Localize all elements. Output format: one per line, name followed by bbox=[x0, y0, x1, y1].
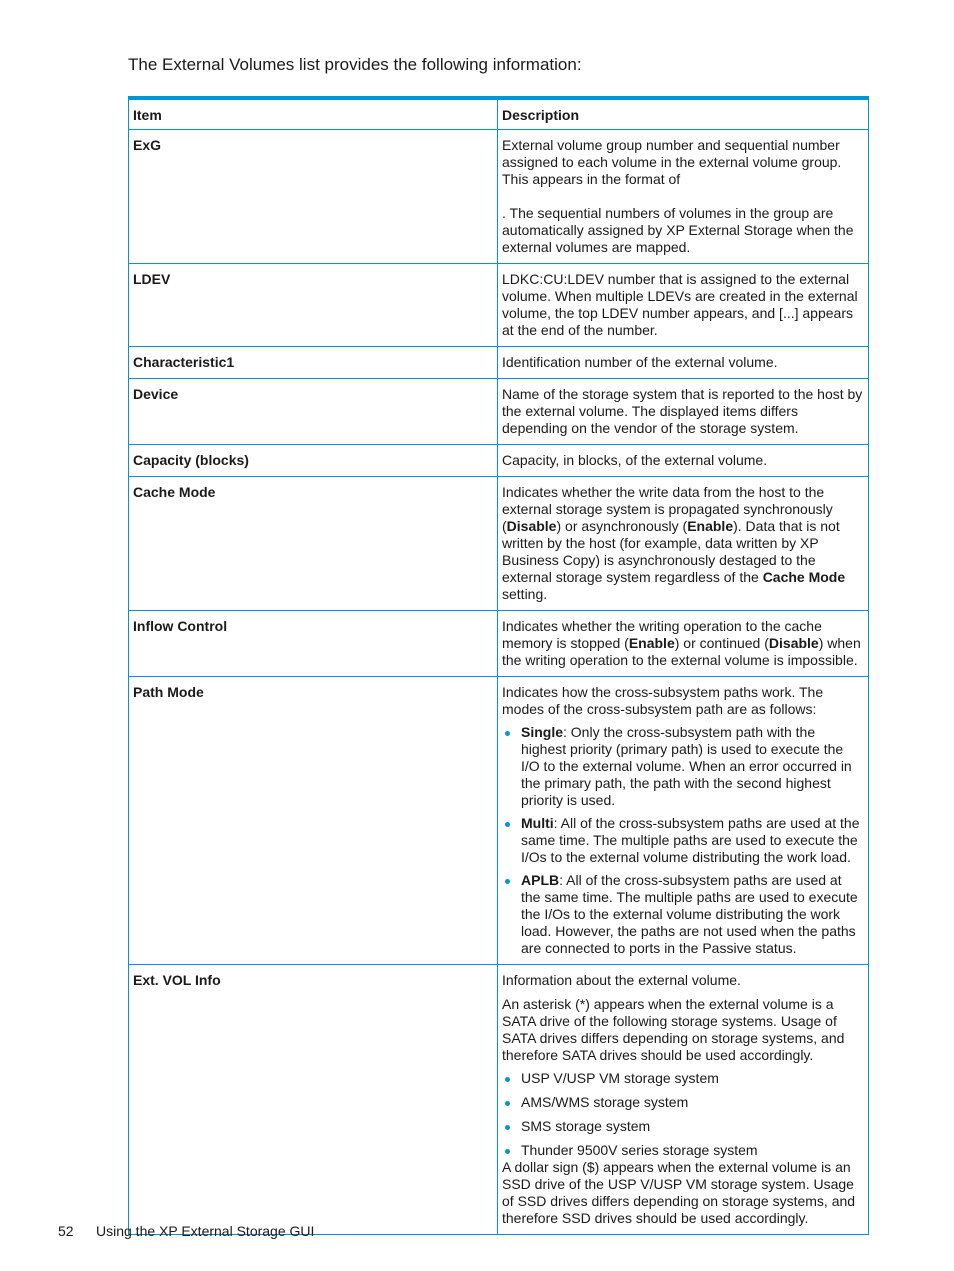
row-item-cache-mode: Cache Mode bbox=[129, 477, 498, 611]
desc-text: Capacity, in blocks, of the external volume. bbox=[502, 452, 768, 468]
table-row bbox=[129, 445, 869, 477]
table-row bbox=[129, 379, 869, 445]
table-header-row bbox=[129, 98, 869, 130]
bold-term: Disable bbox=[768, 635, 819, 651]
table-row bbox=[129, 965, 869, 1235]
header-description: Description bbox=[498, 98, 869, 130]
desc-text: Name of the storage system that is reported to the host by the external volume. The displayed items differs depending on the vendor of the storage system. bbox=[502, 386, 863, 436]
row-desc-device bbox=[498, 379, 869, 445]
list-item: Thunder 9500V series storage system bbox=[502, 1142, 863, 1159]
page-number: 52 bbox=[58, 1223, 74, 1239]
table-row bbox=[129, 264, 869, 347]
row-desc-ext-vol-info bbox=[498, 965, 869, 1235]
row-desc-characteristic1 bbox=[498, 347, 869, 379]
desc-text: A dollar sign ($) appears when the external volume is an SSD drive of the USP V/USP VM storage system. Usage of SSD drives differs depending on storage systems, and therefore SSD drives should be used accordingly. bbox=[502, 1159, 856, 1226]
list-item: AMS/WMS storage system bbox=[502, 1094, 863, 1111]
text-run: setting. bbox=[502, 586, 548, 602]
bold-term: Single bbox=[521, 724, 564, 740]
row-desc-cache-mode bbox=[498, 477, 869, 611]
bold-term: Disable bbox=[506, 518, 557, 534]
page-footer bbox=[58, 1223, 314, 1239]
list-item bbox=[502, 724, 863, 809]
row-item-ldev: LDEV bbox=[129, 264, 498, 347]
row-desc-path-mode bbox=[498, 677, 869, 965]
list-item bbox=[502, 815, 863, 866]
text-run: : Only the cross-subsystem path with the highest priority (primary path) is used to execute the I/O to the external volume. When an error occurred in the primary path, the path with the second highest priority is used. bbox=[521, 724, 852, 808]
text-run: ). Data that is not written by the host (for example, data written by XP Business Copy) is asynchronously destaged to the external storage system regardless of the bbox=[502, 518, 840, 585]
header-item: Item bbox=[129, 98, 498, 130]
desc-text: An asterisk (*) appears when the external volume is a SATA drive of the following storage systems. Usage of SATA drives differs depending on storage systems, and therefore SATA drives should be used accordingly. bbox=[502, 996, 845, 1063]
row-desc-inflow-control bbox=[498, 611, 869, 677]
row-desc-ldev bbox=[498, 264, 869, 347]
row-item-device: Device bbox=[129, 379, 498, 445]
text-run: ) when the writing operation to the external volume is impossible. bbox=[502, 635, 861, 668]
path-mode-list bbox=[502, 724, 863, 957]
external-volumes-table bbox=[128, 96, 869, 1235]
storage-system-list bbox=[502, 1070, 863, 1159]
list-item bbox=[502, 872, 863, 957]
bold-term: Cache Mode bbox=[762, 569, 846, 585]
table-row bbox=[129, 677, 869, 965]
row-item-path-mode: Path Mode bbox=[129, 677, 498, 965]
desc-text: Indicates how the cross-subsystem paths work. The modes of the cross-subsystem path are as follows: bbox=[502, 684, 824, 717]
desc-text: Information about the external volume. bbox=[502, 972, 741, 988]
desc-text bbox=[502, 618, 863, 669]
list-item: USP V/USP VM storage system bbox=[502, 1070, 863, 1087]
row-item-inflow-control: Inflow Control bbox=[129, 611, 498, 677]
bold-term: Enable bbox=[687, 518, 734, 534]
row-item-ext-vol-info: Ext. VOL Info bbox=[129, 965, 498, 1235]
desc-text: . The sequential numbers of volumes in the group are automatically assigned by XP External Storage when the external volumes are mapped. bbox=[502, 205, 854, 255]
row-item-exg: ExG bbox=[129, 130, 498, 264]
desc-text: LDKC:CU:LDEV number that is assigned to the external volume. When multiple LDEVs are created in the external volume, the top LDEV number appears, and [...] appears at the end of the number. bbox=[502, 271, 858, 338]
table-row bbox=[129, 477, 869, 611]
bold-term: Multi bbox=[521, 815, 554, 831]
intro-text: The External Volumes list provides the following information: bbox=[128, 55, 582, 74]
text-run: : All of the cross-subsystem paths are used at the same time. The multiple paths are used to execute the I/Os to the external volume distributing the work load. bbox=[521, 815, 860, 865]
table-row bbox=[129, 611, 869, 677]
desc-text bbox=[502, 484, 863, 603]
text-run: ) or asynchronously ( bbox=[556, 518, 688, 534]
desc-text: External volume group number and sequential number assigned to each volume in the external volume group. This appears in the format of bbox=[502, 137, 842, 187]
row-desc-capacity bbox=[498, 445, 869, 477]
table-row bbox=[129, 347, 869, 379]
text-run: ) or continued ( bbox=[674, 635, 769, 651]
list-item: SMS storage system bbox=[502, 1118, 863, 1135]
row-item-characteristic1: Characteristic1 bbox=[129, 347, 498, 379]
bold-term: Enable bbox=[628, 635, 675, 651]
text-run: Indicates whether the writing operation to the cache memory is stopped ( bbox=[502, 618, 822, 651]
footer-section-title: Using the XP External Storage GUI bbox=[96, 1223, 315, 1239]
text-run: Indicates whether the write data from the host to the external storage system is propagated synchronously ( bbox=[502, 484, 833, 534]
text-run: : All of the cross-subsystem paths are used at the same time. The multiple paths are used to execute the I/Os to the external volume distributing the work load. However, the paths are not used when the paths are connected to ports in the Passive status. bbox=[521, 872, 858, 956]
desc-text: Identification number of the external volume. bbox=[502, 354, 778, 370]
table-row bbox=[129, 130, 869, 264]
row-item-capacity: Capacity (blocks) bbox=[129, 445, 498, 477]
row-desc-exg bbox=[498, 130, 869, 264]
bold-term: APLB bbox=[521, 872, 560, 888]
